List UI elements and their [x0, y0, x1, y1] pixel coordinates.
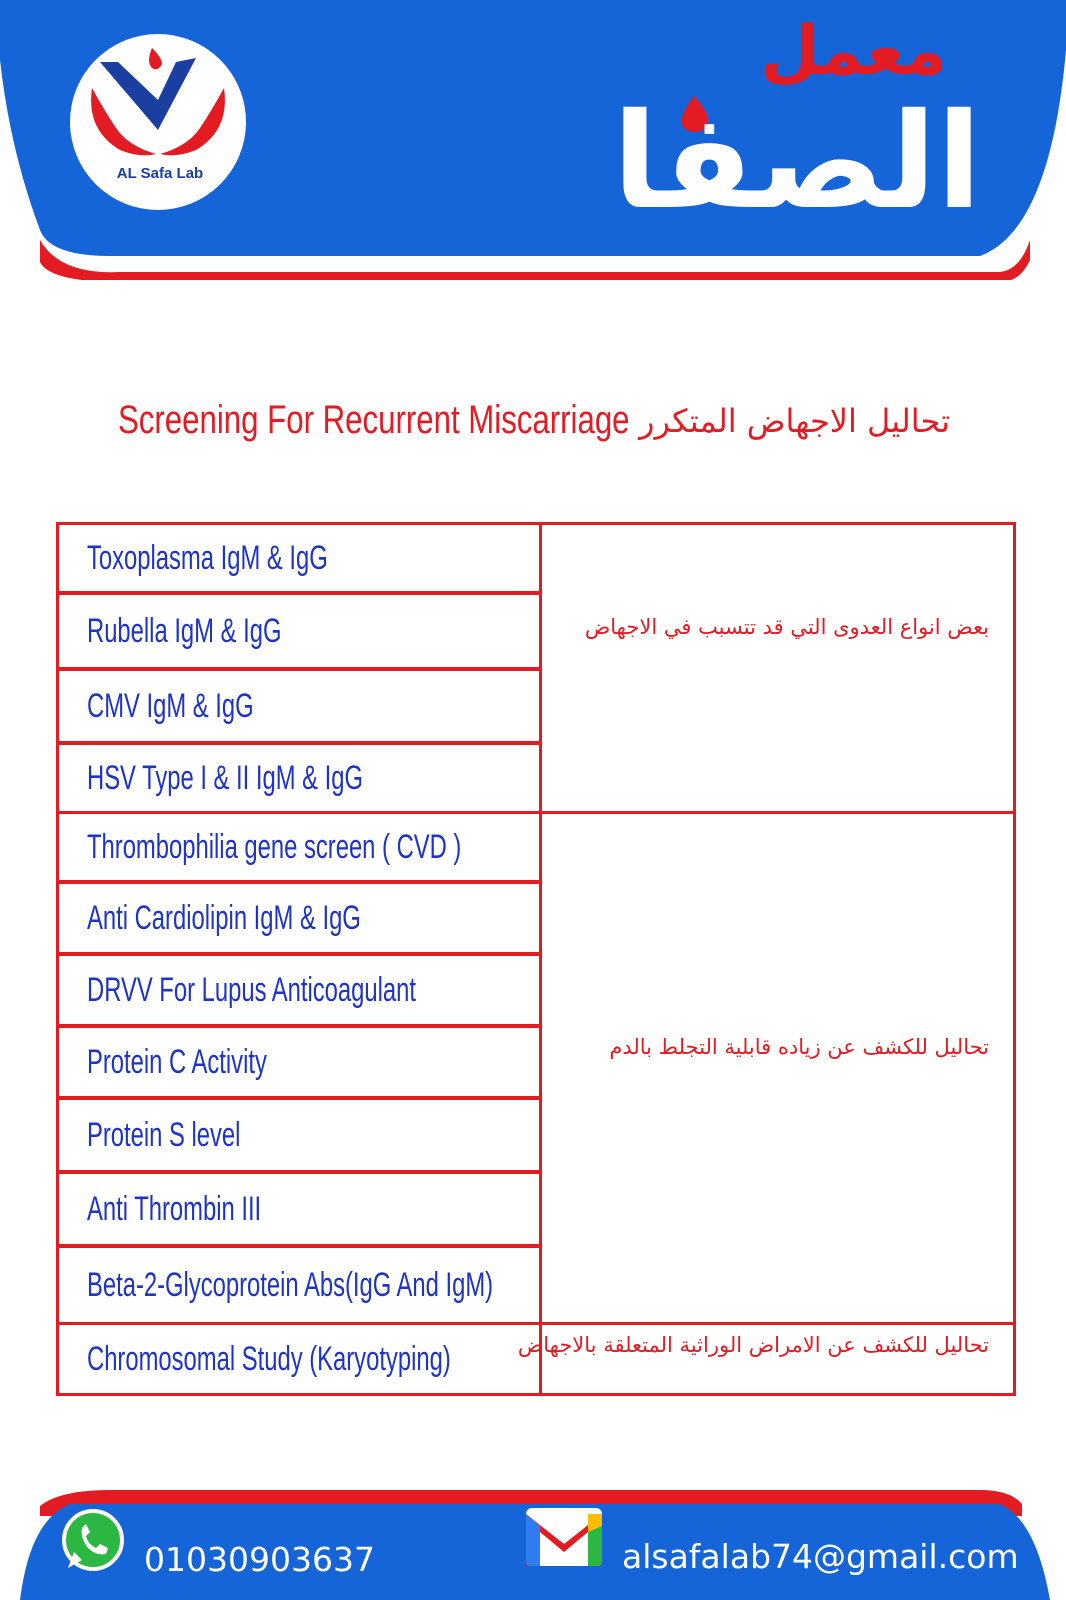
table-row [59, 814, 539, 884]
table-row [59, 1028, 539, 1100]
group-divider [59, 1322, 1013, 1325]
table-row [59, 1100, 539, 1174]
gmail-icon [526, 1508, 602, 1566]
email-address[interactable]: alsafalab74@gmail.com [622, 1537, 1019, 1576]
phone-number[interactable]: 01030903637 [144, 1540, 375, 1579]
title-arabic: تحاليل الاجهاض المتكرر [639, 402, 950, 440]
test-name: Toxoplasma IgM & IgG [87, 538, 328, 577]
group-divider [59, 811, 1013, 814]
footer-banner [0, 1490, 1066, 1600]
table-row [59, 1325, 539, 1393]
table-row [59, 671, 539, 745]
test-name: Rubella IgM & IgG [87, 611, 282, 650]
tests-column [59, 525, 542, 1393]
test-name: HSV Type I & II IgM & IgG [87, 758, 364, 797]
table-row [59, 595, 539, 671]
group-description: بعض انواع العدوى التي قد تتسبب في الاجهاض [584, 615, 989, 639]
test-name: DRVV For Lupus Anticoagulant [87, 970, 416, 1009]
brand-name-big: الصفا [612, 85, 982, 239]
brand-name-small: معمل [760, 12, 947, 91]
title-english: Screening For Recurrent Miscarriage [118, 398, 630, 442]
test-name: Anti Cardiolipin IgM & IgG [87, 898, 361, 937]
test-name: Protein C Activity [87, 1042, 267, 1081]
table-row [59, 956, 539, 1028]
test-name: Chromosomal Study (Karyotyping) [87, 1339, 451, 1378]
table-row [59, 1248, 539, 1322]
whatsapp-icon [64, 1511, 122, 1569]
table-row [59, 525, 539, 595]
test-name: Beta-2-Glycoprotein Abs(IgG And IgM) [87, 1265, 494, 1304]
table-row [59, 1174, 539, 1248]
group-description: تحاليل للكشف عن زياده قابلية التجلط بالدم [609, 1035, 989, 1059]
table-row [59, 745, 539, 811]
test-name: Protein S level [87, 1115, 241, 1154]
header-banner [0, 0, 1066, 280]
logo-text: AL Safa Lab [116, 165, 204, 182]
test-name: Thrombophilia gene screen ( CVD ) [87, 827, 462, 866]
group-description: تحاليل للكشف عن الامراض الوراثية المتعلقة بالاجهاض [517, 1333, 989, 1357]
table-row [59, 884, 539, 956]
test-name: CMV IgM & IgG [87, 686, 254, 725]
test-name: Anti Thrombin III [87, 1189, 262, 1228]
tests-table [56, 522, 1016, 1396]
